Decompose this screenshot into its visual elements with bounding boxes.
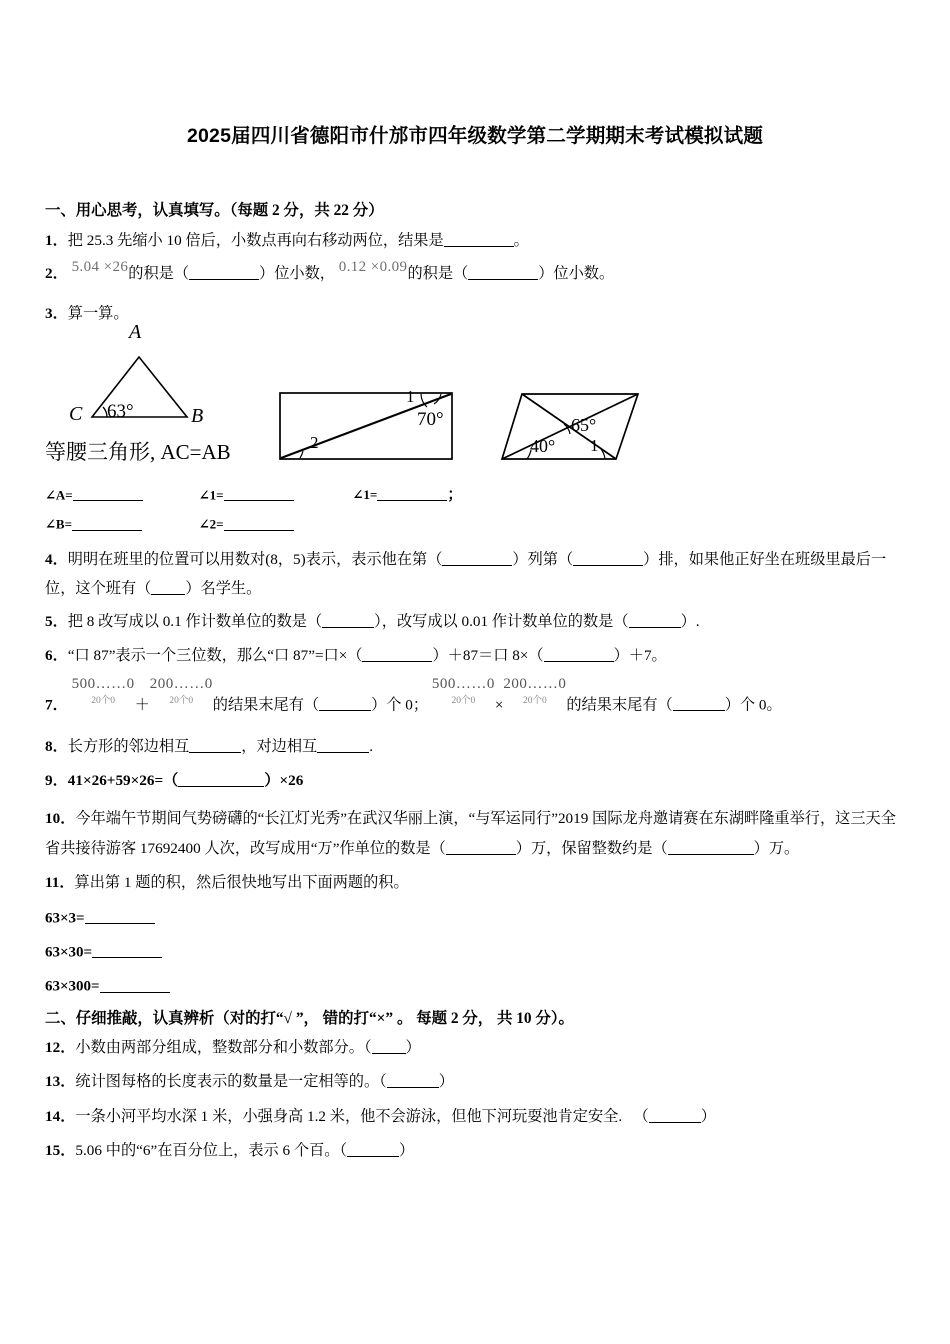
- question-1-tail: 。: [513, 232, 529, 249]
- section-one-heading: 一、用心思考，认真填写。（每题 2 分，共 22 分）: [45, 202, 384, 219]
- question-13-text-2: ）: [438, 1073, 454, 1091]
- question-2-text-2: ）位小数，: [259, 264, 335, 282]
- question-1-blank[interactable]: [444, 232, 514, 247]
- rectangle-angle-1-label: 1: [406, 387, 415, 407]
- question-7-expression-d: [503, 673, 566, 709]
- triangle-vertex-a-label: A: [129, 321, 142, 344]
- question-6: [45, 644, 907, 668]
- question-8-blank-1[interactable]: [189, 737, 241, 752]
- triangle-vertex-c-label: C: [69, 403, 83, 426]
- question-7-times: ×: [494, 696, 504, 714]
- question-11-line-1: [45, 909, 907, 927]
- question-4-text-1: 明明在班里的位置可以用数对(8，5)表示，表示他在第（: [67, 550, 443, 568]
- angle-a-label: ∠A=: [45, 487, 73, 503]
- question-13-blank[interactable]: [387, 1073, 439, 1088]
- triangle-vertex-b-label: B: [191, 405, 204, 428]
- question-3: [45, 302, 907, 326]
- angle-1-right-blank[interactable]: [377, 486, 447, 501]
- question-10-blank-1[interactable]: [446, 839, 516, 854]
- question-1-text: 把 25.3 先缩小 10 倍后，小数点再向右移动两位，结果是: [67, 232, 444, 249]
- angle-1-right-label: ∠1=: [352, 487, 378, 503]
- angle-b-blank[interactable]: [72, 515, 142, 530]
- answer-angle-2-mid: [199, 515, 349, 533]
- question-6-blank-2[interactable]: [544, 647, 614, 662]
- question-5: [45, 610, 907, 634]
- question-15-text-2: ）: [399, 1142, 415, 1160]
- answer-angle-1-right: [353, 483, 463, 504]
- question-6-blank-1[interactable]: [362, 647, 432, 662]
- question-7-blank-1[interactable]: [319, 696, 371, 711]
- question-7-text-1: 的结果末尾有（: [212, 696, 320, 714]
- answer-angle-1-mid: [199, 486, 349, 504]
- question-11-expression-3: 63×300=: [45, 978, 100, 995]
- parallelogram-angle-65-value: 65°: [571, 415, 597, 436]
- question-14-text-2: （: [633, 1107, 649, 1125]
- question-13-text-1: 统计图每格的长度表示的数量是一定相等的。（: [75, 1073, 387, 1091]
- question-14-number: 14．: [45, 1107, 76, 1125]
- question-14-text-3: ）: [700, 1107, 716, 1125]
- answer-angle-a: [45, 486, 195, 504]
- question-7-blank-2[interactable]: [673, 696, 725, 711]
- question-6-number: 6．: [45, 647, 68, 665]
- isosceles-triangle-figure: [45, 321, 257, 465]
- question-6-text-3: ）＋7。: [613, 647, 667, 665]
- question-11-blank-1[interactable]: [85, 909, 155, 924]
- question-5-blank-2[interactable]: [629, 612, 681, 627]
- question-4-text-4: ）名学生。: [185, 580, 262, 598]
- question-12-text-2: ）: [405, 1038, 421, 1056]
- question-5-text-3: ）.: [680, 612, 700, 630]
- page-title: 2025届四川省德阳市什邡市四年级数学第二学期期末考试模拟试题: [186, 125, 764, 147]
- rectangle-angle-70-value: 70°: [417, 409, 444, 431]
- question-7-expression-c: [432, 673, 495, 709]
- section-two-heading: 二、仔细推敲，认真辨析（对的打“√ ”， 错的打“×” 。 每题 2 分， 共 10 分）。: [45, 1009, 574, 1027]
- question-4-number: 4．: [45, 550, 68, 568]
- question-7-text-3: 的结果末尾有（: [566, 696, 673, 714]
- question-14: [45, 1105, 907, 1129]
- question-7-plus: ＋: [134, 696, 150, 714]
- question-14-text-1: 一条小河平均水深 1 米，小强身高 1.2 米，他不会游泳，但他下河玩耍池肯定安全.: [75, 1107, 623, 1125]
- angle-1-mid-blank[interactable]: [224, 486, 294, 501]
- question-12: [45, 1036, 907, 1060]
- expr-c-bottom: 20个0: [451, 696, 476, 707]
- question-4-blank-2[interactable]: [573, 550, 643, 565]
- question-12-number: 12．: [45, 1038, 76, 1056]
- question-4: [45, 545, 907, 604]
- question-11-blank-2[interactable]: [92, 943, 162, 958]
- question-2-blank-1[interactable]: [189, 264, 259, 279]
- triangle-angle-c-value: 63°: [107, 401, 134, 423]
- angle-b-label: ∠B=: [45, 516, 72, 532]
- question-11-text: 算出第 1 题的积，然后很快地写出下面两题的积。: [74, 874, 409, 892]
- question-7-expression-b: [150, 673, 213, 709]
- question-4-text-3: ）排，如果他正好坐在班级里最后一位，这个班有（: [45, 550, 887, 598]
- question-13-number: 13．: [45, 1073, 76, 1091]
- answer-row-1: [45, 483, 907, 504]
- answer-row-2: [45, 515, 907, 533]
- question-2-text-1: 的积是（: [128, 264, 189, 282]
- question-8-blank-2[interactable]: [317, 737, 369, 752]
- question-3-figures: [45, 321, 907, 479]
- question-5-text-2: ），改写成以 0.01 作计数单位的数是（: [374, 612, 629, 630]
- angle-1-mid-label: ∠1=: [198, 487, 224, 503]
- question-7-expression-a: [72, 673, 135, 709]
- question-11-line-3: [45, 977, 907, 995]
- expr-b-top: 200……0: [149, 676, 213, 693]
- question-15: [45, 1139, 907, 1163]
- question-8-number: 8．: [45, 737, 68, 755]
- question-1: [45, 229, 907, 253]
- question-7-text-4: ）个 0。: [724, 696, 782, 714]
- question-10-text-2: ）万，保留整数约是（: [515, 839, 668, 857]
- question-11: [45, 871, 907, 895]
- expr-d-bottom: 20个0: [523, 696, 547, 707]
- question-4-blank-3[interactable]: [151, 580, 185, 595]
- question-11-line-2: [45, 943, 907, 961]
- expr-d-top: 200……0: [503, 676, 567, 693]
- question-13: [45, 1070, 907, 1094]
- question-2: [45, 258, 907, 286]
- question-12-blank[interactable]: [372, 1038, 406, 1053]
- question-10-text-3: ）万。: [753, 839, 800, 857]
- question-10-number: 10．: [45, 809, 76, 827]
- question-12-text-1: 小数由两部分组成，整数部分和小数部分。（: [75, 1038, 372, 1056]
- question-8: [45, 735, 907, 759]
- question-15-number: 15．: [45, 1142, 76, 1160]
- question-7-text-2: ）个 0；: [371, 696, 429, 714]
- parallelogram-figure: [500, 391, 645, 468]
- expr-c-top: 500……0: [431, 676, 495, 693]
- expr-a-bottom: 20个0: [91, 696, 115, 707]
- question-2-expression-2: 0.12 ×0.09: [338, 258, 408, 275]
- parallelogram-angle-1-label: 1: [590, 436, 599, 456]
- expr-b-bottom: 20个0: [169, 696, 194, 707]
- question-5-blank-1[interactable]: [322, 612, 374, 627]
- question-3-text: 算一算。: [67, 304, 129, 322]
- question-8-text-2: ，对边相互: [241, 737, 318, 755]
- question-9-text-1: 41×26+59×26=（: [67, 772, 179, 790]
- question-3-answer-blanks: [45, 483, 907, 533]
- question-2-expression-1: 5.04 ×26: [71, 258, 129, 275]
- question-5-text-1: 把 8 改写成以 0.1 作计数单位的数是（: [67, 612, 323, 630]
- angle-a-blank[interactable]: [73, 486, 143, 501]
- question-6-text-1: “口 87”表示一个三位数，那么“口 87”=口×（: [67, 647, 363, 665]
- answer-semicolon: ；: [447, 487, 463, 504]
- question-5-number: 5．: [45, 612, 68, 630]
- question-2-number: 2．: [45, 264, 68, 282]
- question-4-blank-1[interactable]: [442, 550, 512, 565]
- question-6-text-2: ）＋87＝口 8×（: [432, 647, 544, 665]
- triangle-svg: [67, 333, 257, 448]
- angle-2-mid-label: ∠2=: [198, 516, 224, 532]
- exam-body: [45, 198, 907, 1174]
- angle-2-mid-blank[interactable]: [224, 515, 294, 530]
- rectangle-diagonal-figure: [278, 387, 458, 468]
- rectangle-angle-2-label: 2: [310, 433, 319, 453]
- question-11-blank-3[interactable]: [100, 977, 170, 992]
- question-15-blank[interactable]: [347, 1142, 399, 1157]
- question-3-number: 3．: [45, 304, 68, 322]
- question-11-number: 11．: [45, 874, 75, 892]
- question-4-text-2: ）列第（: [512, 550, 574, 568]
- question-10-text-1: 今年端午节期间气势磅礴的“长江灯光秀”在武汉华丽上演，“与军运同行”2019 国际龙舟邀请赛在东湖畔隆重举行，这三天全省共接待游客 17692400 人次，改写成用“万”作单位的数是（: [45, 809, 896, 857]
- question-2-text-3: 的积是（: [407, 264, 469, 282]
- parallelogram-angle-40-value: 40°: [530, 436, 556, 457]
- question-9-number: 9．: [45, 772, 68, 790]
- question-15-text-1: 5.06 中的“6”在百分位上，表示 6 个百。（: [75, 1142, 348, 1160]
- question-14-blank[interactable]: [649, 1107, 701, 1122]
- expr-a-top: 500……0: [71, 676, 135, 693]
- question-11-expression-2: 63×30=: [45, 944, 93, 961]
- question-11-expression-1: 63×3=: [45, 910, 85, 927]
- answer-angle-b: [45, 515, 195, 533]
- question-9-blank[interactable]: [178, 772, 264, 787]
- question-1-number: 1．: [45, 232, 68, 249]
- question-9-text-2: ）×26: [264, 772, 304, 790]
- question-8-text-1: 长方形的邻边相互: [67, 737, 190, 755]
- question-2-text-4: ）位小数。: [538, 264, 615, 282]
- question-10-blank-2[interactable]: [668, 839, 754, 854]
- question-7: [45, 676, 907, 717]
- question-10: [45, 804, 907, 863]
- question-9: [45, 769, 907, 793]
- question-2-blank-2[interactable]: [468, 264, 538, 279]
- triangle-caption: 等腰三角形, AC=AB: [45, 440, 231, 465]
- question-8-text-3: .: [369, 737, 374, 755]
- question-7-number: 7．: [45, 696, 68, 714]
